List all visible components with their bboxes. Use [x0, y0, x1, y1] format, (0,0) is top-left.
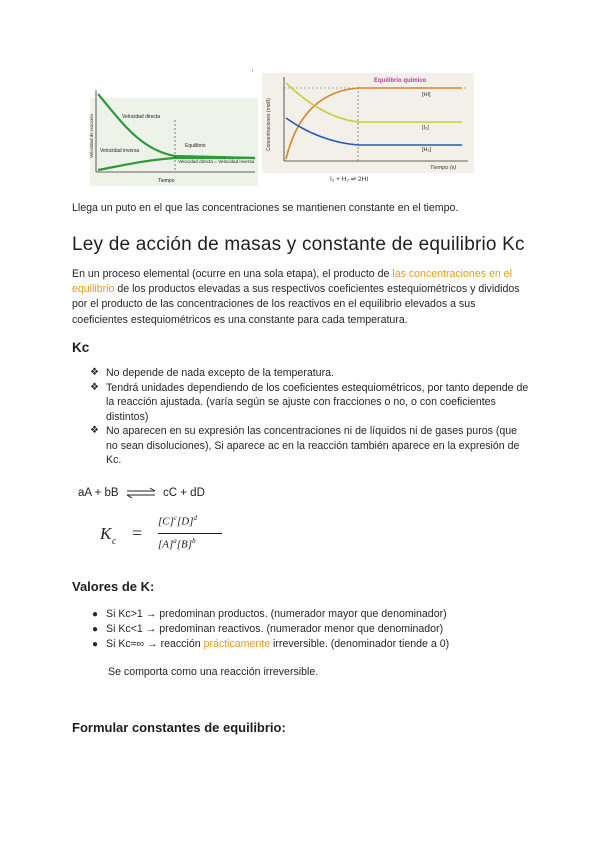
concentration-figure [262, 73, 474, 185]
kc-list [90, 366, 530, 468]
formula-numerator: $[C]^c[D]^d$ [158, 514, 198, 528]
diamond-bullet-icon: ❖ [90, 367, 99, 378]
rate-y-label: Velocidad de reacción [89, 113, 94, 158]
bullet-icon: ● [92, 609, 99, 620]
paragraph-part2: de los productos elevadas a sus respectivos coeficientes estequiométricos y divididos por el producto de las concentraciones de los reactivos en el equilibrio elevados a sus coeficientes estequiométricos es una constante para cada temperatura. [72, 283, 520, 326]
paragraph-highlight: las concentraciones en el equilibrio [72, 268, 512, 296]
reaction-equation [78, 487, 205, 499]
time-axis-label: Tiempo (s) [430, 165, 457, 171]
conc-y-label: Concentraciones (mol/l) [266, 98, 272, 151]
intro-sentence: Llega un puto en el que las concentraciones se mantienen constante en el tiempo. [72, 202, 459, 214]
chart-title: Equilibrio químico [374, 78, 427, 84]
reaction-caption: I₂ + H₂ ⇌ 2HI [330, 176, 369, 183]
kc-heading: Kc [72, 340, 90, 355]
formula-k: K [100, 524, 112, 543]
diamond-bullet-icon: ❖ [90, 381, 99, 393]
k-values-heading: Valores de K: [72, 579, 155, 594]
paragraph-part1: En un proceso elemental (ocurre en una sola etapa), el producto de [72, 268, 393, 280]
formula-k-sub: c [112, 536, 117, 547]
equilibrium-label: Equilibrio [185, 143, 206, 149]
bullet-icon: ● [92, 624, 99, 635]
k-values-list [90, 607, 530, 652]
reverse-rate-label: Velocidad inversa [100, 148, 140, 154]
rate-figure [90, 80, 258, 186]
formula-denominator: $[A]^a[B]^b$ [158, 537, 196, 551]
formula-equals: = [132, 523, 143, 543]
hi-label: [HI] [422, 92, 431, 98]
section-paragraph [72, 267, 534, 328]
list-item: ● Si Kc<1 → predominan reactivos. (numerador menor que denominador) [92, 623, 444, 635]
time-axis-label: Tiempo [158, 178, 175, 184]
products: cC + dD [163, 487, 205, 499]
fraction-bar [158, 533, 222, 534]
section-title: Ley de acción de masas y constante de equilibrio Kc [72, 234, 525, 255]
formular-heading: Formular constantes de equilibrio: [72, 720, 286, 735]
reactants: aA + bB [78, 487, 119, 499]
list-item: ● Si Kc>1 → predominan productos. (numerador mayor que denominador) [92, 608, 447, 620]
direct-rate-label: Velocidad directa [122, 114, 161, 120]
equilibrium-equality: Velocidad directa = Velocidad inversa [178, 159, 255, 164]
figure-marker: ' [252, 70, 254, 77]
list-item: ❖ No depende de nada excepto de la temperatura. [90, 367, 334, 379]
list-item: ● Si Kc≈∞ → reacción prácticamente irreversible. (denominador tiende a 0) [92, 638, 450, 650]
list-item: ❖ No aparecen en su expresión las concentraciones ni de líquidos ni de gases puros (que no sean disoluciones), Si aparece ac en la reacción también aparece en la expresión de Kc. [90, 425, 520, 466]
irreversible-note: Se comporta como una reacción irreversible. [108, 666, 319, 678]
list-item: ❖ Tendrá unidades dependiendo de los coeficientes estequiométricos, por tanto depende de la reacción ajustada. (varía según se ajuste con fracciones o no, o con coeficientes distintos) [90, 381, 529, 423]
kc-formula [100, 512, 230, 562]
equilibrium-arrows-icon [126, 488, 156, 498]
diamond-bullet-icon: ❖ [90, 425, 99, 436]
i2-label: [I₂] [422, 125, 429, 131]
bullet-icon: ● [92, 639, 99, 650]
h2-label: [H₂] [422, 147, 432, 153]
